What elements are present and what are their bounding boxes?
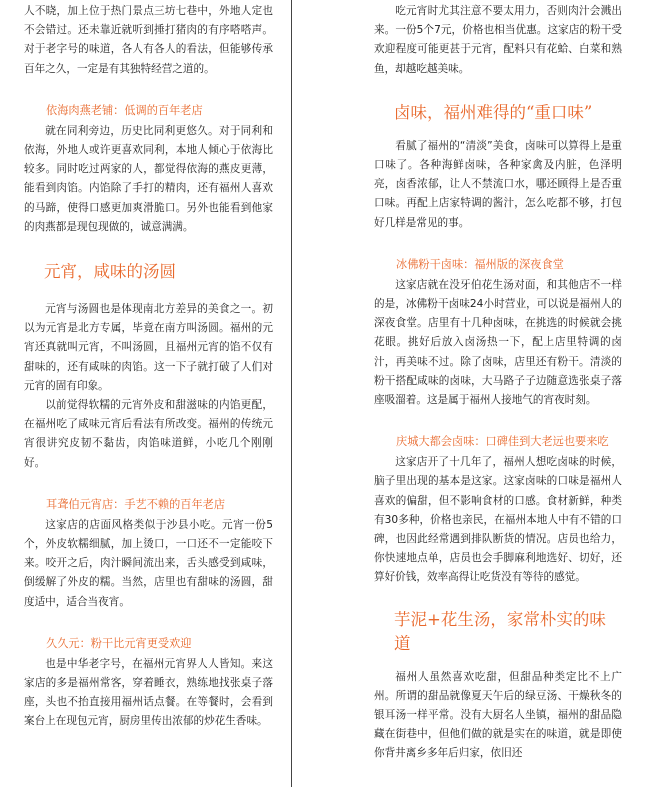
yuni-paragraph: 福州人虽然喜欢吃甜，但甜品种类定比不上广州。所谓的甜品就像夏天午后的绿豆汤、干燥秋冬的银耳汤一样平常。没有大厨名人坐镇，福州的甜品隐藏在街巷中，但他们做的就是实在的味道，就是即使你背井离乡多年后归家，依旧还: [374, 670, 622, 760]
jiujiuyuan-paragraph: 也是中华老字号，在福州元宵界人人皆知。来这家店的多是福州常客，穿着睡衣，熟练地找张桌子落座，头也不抬直接用福州话点餐。在等餐时，会看到案台上在现包元宵，厨房里传出浓郁的炒花生香味。: [24, 657, 273, 728]
yuanxiao-heading: 元宵，咸味的汤圆: [44, 262, 176, 282]
yuanxiao-paragraph-1: 元宵与汤圆也是体现南北方差异的美食之一。初以为元宵是北方专属，毕竟在南方叫汤圆。福州的元宵还真就叫元宵，不叫汤圆，且福州元宵的馅不仅有甜味的，还有咸味的肉馅。这一下子就打破了人们对元宵的固有印象。: [24, 303, 273, 392]
yihai-heading: 依海肉燕老铺：低调的百年老店: [46, 103, 203, 117]
right-intro-paragraph: 吃元宵时尤其注意不要太用力，否则肉汁会溅出来。一份5个7元，价格也相当优惠。这家店的粉干受欢迎程度可能更甚于元宵，配料只有花蛤、白菜和熟鱼，却越吃越美味。: [374, 5, 622, 75]
left-column: [24, 0, 273, 732]
column-divider: [291, 0, 292, 787]
bingfo-paragraph: 这家店就在没牙伯花生汤对面，和其他店不一样的是，冰佛粉干卤味24小时营业，可以说是福州人的深夜食堂。店里有十几种卤味，在挑选的时候就会挑花眼。挑好后放入卤汤热一下，配上店里特调的卤汁，再美味不过。除了卤味，店里还有粉干。清淡的粉干搭配咸味的卤味，大马路子子边随意选张桌子落座吸溜着。这是属于福州人接地气的宵夜时刻。: [374, 278, 622, 407]
qingcheng-heading: 庆城大都会卤味：口碑佳到大老远也要来吃: [396, 435, 609, 449]
luwei-paragraph: 看腻了福州的“清淡”美食，卤味可以算得上是重口味了。各种海鲜卤味，各种家禽及内脏，色泽明亮，卤香浓郁，让人不禁流口水，哪还顾得上是否重口味。再配上店家特调的酱汁，怎么吃都不够，打包好几样是常见的事。: [374, 139, 622, 229]
qingcheng-paragraph: 这家店开了十几年了，福州人想吃卤味的时候，脑子里出现的基本是这家。这家卤味的口味是福州人喜欢的偏甜，但不影响食材的口感。食材新鲜，种类有30多种，价格也亲民，在福州本地人中有不错的口碑，也因此经常遇到排队断货的情况。店员也给力，你快速地点单，店员也会手脚麻利地选好、切好，还算好价钱，效率高得让吃货没有等待的感觉。: [374, 456, 622, 584]
luwei-heading: 卤味，福州难得的“重口味”: [394, 102, 593, 122]
erlongbo-paragraph: 这家店的店面风格类似于沙县小吃。元宵一份5个，外皮软糯细腻，加上烫口，一口还不一定能咬下来。咬开之后，肉汁瞬间流出来，舌头感受到咸味，倒缓解了外皮的糯。当然，店里也有甜味的汤圆，甜度适中，适合当夜宵。: [24, 518, 273, 608]
yuanxiao-paragraph-2: 以前觉得软糯的元宵外皮和甜滋味的内馅更配，在福州吃了咸味元宵后看法有所改变。福州的传统元宵很讲究皮韧不黏齿，肉馅味道鲜，小吃几个刚刚好。: [24, 399, 273, 469]
jiujiuyuan-heading: 久久元：粉干比元宵更受欢迎: [46, 636, 192, 650]
left-intro-paragraph: 人不晓，加上位于热门景点三坊七巷中，外地人定也不会错过。还未靠近就听到捶打猪肉的有序嗒嗒声。对于老字号的味道，各人有各人的看法，但能够传承百年之久，一定是有其独特经营之道的。: [24, 5, 273, 75]
right-column: [374, 0, 622, 764]
yuni-heading: 芋泥+花生汤，家常朴实的味道: [394, 609, 606, 653]
bingfo-heading: 冰佛粉干卤味：福州版的深夜食堂: [396, 257, 564, 271]
yihai-paragraph: 就在同利旁边，历史比同利更悠久。对于同利和依海，外地人或许更喜欢同利，本地人倾心于依海比较多。同时吃过两家的人，都觉得依海的燕皮更薄，能看到肉馅。内馅除了手打的精肉，还有福州人喜欢的马蹄，使得口感更加爽滑脆口。另外也能看到他家的肉燕都是现包现做的，诚意满满。: [24, 124, 273, 233]
erlongbo-heading: 耳聋伯元宵店：手艺不赖的百年老店: [46, 497, 226, 511]
